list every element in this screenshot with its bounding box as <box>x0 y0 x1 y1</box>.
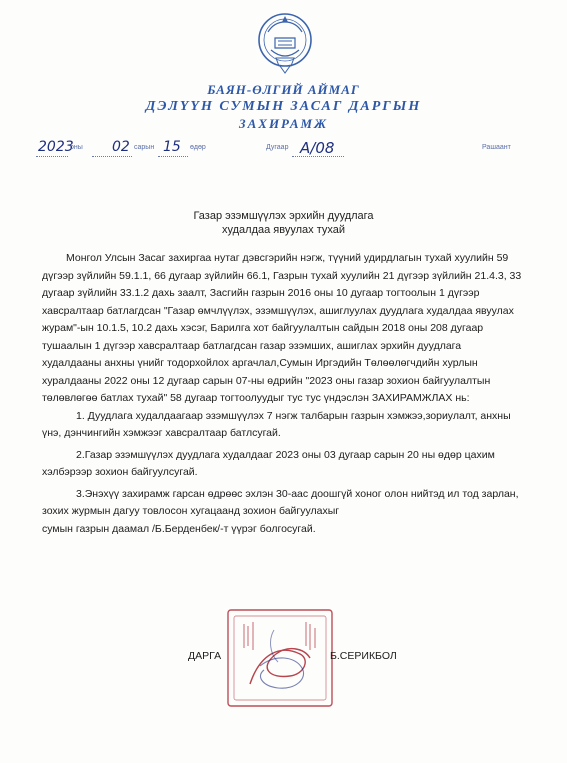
aimag-name: БАЯН-ӨЛГИЙ АЙМАГ <box>207 82 360 97</box>
document-title-line1: Газар эзэмшүүлэх эрхийн дуудлага <box>193 210 374 222</box>
number-underline <box>292 156 344 157</box>
official-stamp-icon <box>220 600 340 715</box>
document-number: А/08 <box>300 139 335 157</box>
order-item-3: 3.Энэхүү захирамж гарсан өдрөөс эхлэн 30-аас доошгүй хоног олон нийтэд ил тод зарлан, зохих журмын дагуу товлосон хугацаанд зохион байгуулахыг <box>42 487 519 517</box>
signatory-name: Б.СЕРИКБОЛ <box>330 650 397 662</box>
number-label: Дугаар <box>266 144 289 151</box>
signatory-position: ДАРГА <box>188 650 222 662</box>
year-label: оны <box>70 144 83 151</box>
day-label: өдөр <box>190 144 206 151</box>
document-type: ЗАХИРАМЖ <box>238 116 329 131</box>
date-day: 15 <box>163 139 181 155</box>
place-label: Рашаант <box>482 144 511 151</box>
month-underline <box>92 156 132 157</box>
document-body <box>42 250 522 538</box>
month-label: сарын <box>134 144 155 151</box>
year-underline <box>36 156 68 157</box>
issuer-name: ДЭЛҮҮН СУМЫН ЗАСАГ ДАРГЫН <box>145 99 422 114</box>
preamble-paragraph: Монгол Улсын Засаг захиргаа нутаг дэвсгэрийн нэгж, түүний удирдлагын тухай хуулийн 59 дүгээр зүйлийн 59.1.1, 66 дугаар зүйлийн 66.1, Газрын тухай хуулийн 21 дүгээр зүйлийн 21.4.3, 33 дугаар зүйлийн 33.1.2 дахь заалт, Засгийн газрын 2016 оны 10 дугаар тогтоолын 1 дүгээр хавсралтаар батлагдсан "Газар өмчлүүлэх, эзэмшүүлэх, ашиглуулах дуудлага худалдаа явуулах журам"-ын 10.1.5, 10.2 дахь хэсэг, Барилга хот байгуулалтын сайдын 2018 оны 208 дугаар тушаалын 1 дүгээр хавсралтаар батлагдсан газар эзэмших, ашиглах эрхийн дуудлага худалдааны анхны үнийг тодорхойлох аргачлал,Сумын Иргэдийн Төлөөлөгчдийн хурлын хуралдааны 2022 оны 12 дугаар сарын 07-ны өдрийн "2023 оны газар зохион байгуулалтын төлөвлөгөө батлах тухай" 58 дугаар тогтоолуудыг тус тус үндэслэн ЗАХИРАМЖЛАХ нь: <box>42 252 522 404</box>
day-underline <box>158 156 188 157</box>
date-year: 2023 <box>38 139 74 155</box>
order-item-2: 2.Газар эзэмшүүлэх дуудлага худалдааг 2023 оны 03 дугаар сарын 20 ны өдөр цахим хэлбэрээр зохион байгуулсугай. <box>42 448 495 478</box>
state-emblem-icon <box>256 10 314 76</box>
document-title-line2: худалдаа явуулах тухай <box>221 224 345 236</box>
order-item-3-cont: сумын газрын даамал /Б.Берденбек/-т үүрэг болгосугай. <box>42 522 316 535</box>
date-month: 02 <box>112 139 130 155</box>
order-item-1: 1. Дуудлага худалдаагаар эзэмшүүлэх 7 нэгж талбарын газрын хэмжээ,зориулалт, анхны үнэ, дэнчингийн хэмжээг хавсралтаар батлсугай. <box>42 409 511 439</box>
